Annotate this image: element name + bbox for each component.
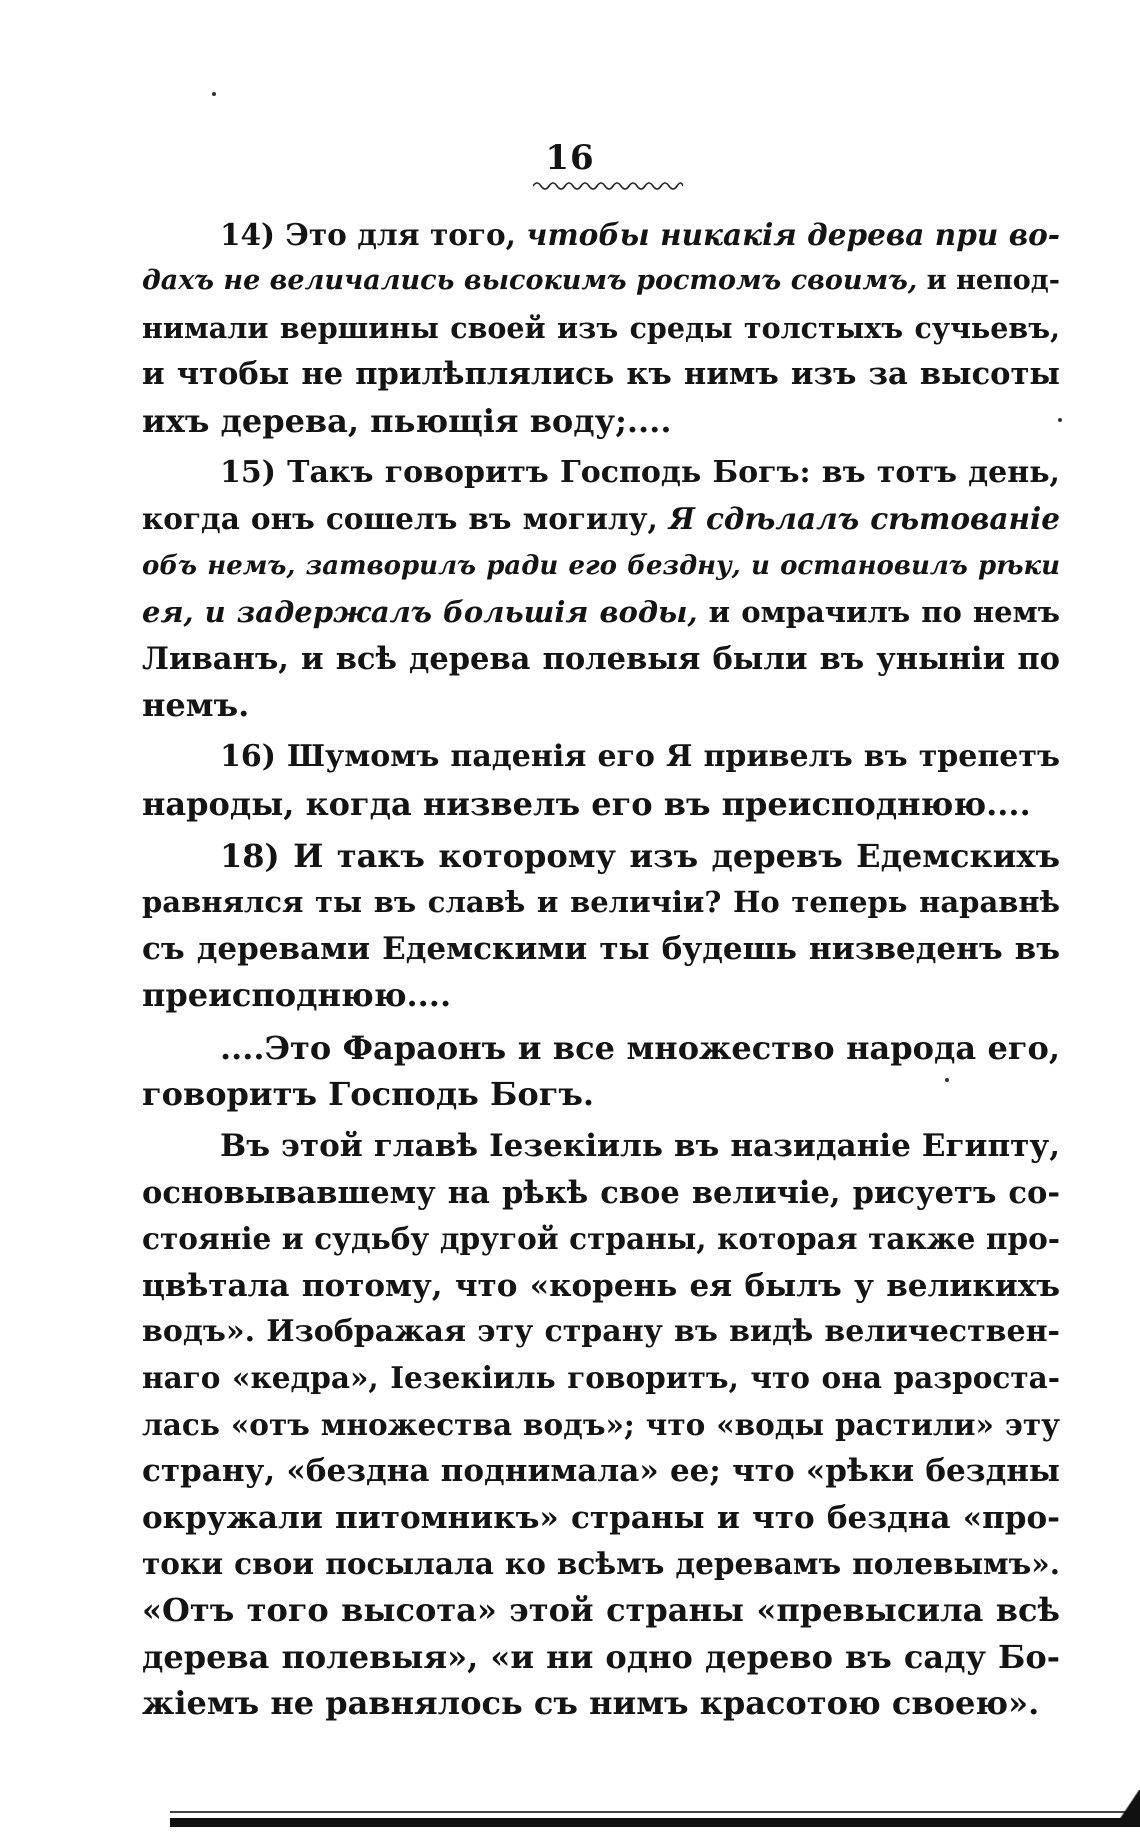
italic-run: дахъ не величались высокимъ ростомъ своимъ, <box>142 265 918 297</box>
text-line <box>142 1541 1060 1587</box>
text-run: равнялся ты въ славѣ и величіи? Но теперь наравнѣ <box>142 885 1060 920</box>
text-run: и чтобы не прилѣплялись къ нимъ изъ за высоты <box>142 356 1060 393</box>
text-run: основывавшему на рѣкѣ свое величіе, рисуетъ со- <box>142 1174 1060 1211</box>
text-run: Ливанъ, и всѣ дерева полевыя были въ уныніи по <box>142 640 1060 677</box>
text-run: немъ. <box>142 685 250 724</box>
bottom-border <box>170 1818 1140 1827</box>
text-line <box>142 1495 1060 1541</box>
text-run: жіемъ не равнялось съ нимъ красотою своею». <box>142 1684 1040 1723</box>
text-line <box>142 450 1060 496</box>
text-line <box>142 1634 1060 1680</box>
text-line <box>142 1587 1060 1633</box>
text-line <box>142 1025 1060 1071</box>
text-line <box>142 1355 1060 1401</box>
italic-run: чтобы никакія дерева при во- <box>526 217 1061 252</box>
text-line <box>142 1263 1060 1309</box>
text-line <box>142 833 1060 879</box>
text-run: 14) Это для того, <box>220 217 527 252</box>
text-run: съ деревами Едемскими ты будешь низведенъ въ <box>142 930 1060 967</box>
text-run: водъ». Изображая эту страну въ видѣ величествен- <box>142 1313 1060 1349</box>
body-text <box>142 212 1060 1727</box>
text-run: 15) Такъ говоритъ Господь Богъ: въ тотъ день, <box>220 454 1060 490</box>
text-line <box>142 1402 1060 1448</box>
text-run: цвѣтала потому, что «корень ея былъ у великихъ <box>142 1267 1060 1304</box>
text-line <box>142 972 1060 1018</box>
text-line <box>142 926 1060 972</box>
italic-run: ея, и задержалъ большія воды, <box>142 595 698 630</box>
text-line <box>142 258 1060 304</box>
bottom-border-thin <box>170 1811 1140 1813</box>
text-run: стояніе и судьбу другой страны, которая также про- <box>142 1221 1060 1257</box>
text-line <box>142 1123 1060 1169</box>
text-run: окружали питомникъ» страны и что бездна «про- <box>142 1499 1060 1536</box>
italic-run: Я сдѣлалъ сѣтованіе <box>668 501 1060 537</box>
text-line <box>142 1170 1060 1216</box>
text-line <box>142 212 1060 258</box>
text-run: и непод- <box>917 265 1060 297</box>
text-run: Въ этой главѣ Іезекіиль въ назиданіе Египту, <box>220 1128 1060 1165</box>
text-run: преисподнюю.... <box>142 976 452 1015</box>
paragraph <box>142 1025 1060 1118</box>
text-run: наго «кедра», Іезекіиль говоритъ, что она разроста- <box>142 1360 1060 1396</box>
text-run: 18) И такъ которому изъ деревъ Едемскихъ <box>220 837 1060 876</box>
text-line <box>142 1071 1060 1117</box>
paragraph <box>142 1123 1060 1726</box>
text-run: дерева полевыя», «и ни одно дерево въ саду Бо- <box>142 1637 1060 1676</box>
paragraph <box>142 734 1060 827</box>
text-line <box>142 496 1060 542</box>
text-run: токи свои посылала ко всѣмъ деревамъ полевымъ». <box>142 1545 1060 1581</box>
italic-run: объ немъ, затворилъ ради его бездну, и остановилъ рѣки <box>142 550 1060 581</box>
text-run: «Отъ того высота» этой страны «превысила всѣ <box>142 1591 1060 1630</box>
text-run: ....Это Фараонъ и все множество народа его, <box>220 1028 1060 1067</box>
paragraph <box>142 450 1060 728</box>
text-line <box>142 682 1060 728</box>
text-run: и омрачилъ по немъ <box>697 595 1060 630</box>
text-line <box>142 1309 1060 1355</box>
paragraph <box>142 833 1060 1019</box>
text-line <box>142 351 1060 397</box>
text-line <box>142 398 1060 444</box>
text-run: 16) Шумомъ паденія его Я привелъ въ трепетъ <box>220 739 1060 775</box>
page-number: 16 <box>545 138 595 178</box>
text-run: лась «отъ множества водъ»; что «воды растили» эту <box>142 1406 1060 1442</box>
corner-mark <box>1120 1790 1140 1820</box>
text-run: ихъ дерева, пьющія воду;.... <box>142 401 672 440</box>
text-line <box>142 305 1060 351</box>
text-line <box>142 589 1060 635</box>
text-run: страну, «бездна поднимала» ее; что «рѣки бездны <box>142 1453 1060 1490</box>
text-line <box>142 1680 1060 1726</box>
text-run: нимали вершины своей изъ среды толстыхъ сучьевъ, <box>142 310 1060 345</box>
text-line <box>142 636 1060 682</box>
text-run: когда онъ сошелъ въ могилу, <box>142 501 669 537</box>
speck <box>1058 418 1062 422</box>
text-line <box>142 543 1060 589</box>
speck <box>945 1078 949 1082</box>
text-line <box>142 734 1060 780</box>
speck <box>212 92 216 96</box>
text-line <box>142 879 1060 925</box>
wavy-ornament <box>533 180 683 192</box>
text-run: народы, когда низвелъ его въ преисподнюю.... <box>142 784 1031 823</box>
text-line <box>142 1216 1060 1262</box>
text-run: говоритъ Господь Богъ. <box>142 1075 595 1114</box>
text-line <box>142 781 1060 827</box>
paragraph <box>142 212 1060 444</box>
text-line <box>142 1448 1060 1494</box>
